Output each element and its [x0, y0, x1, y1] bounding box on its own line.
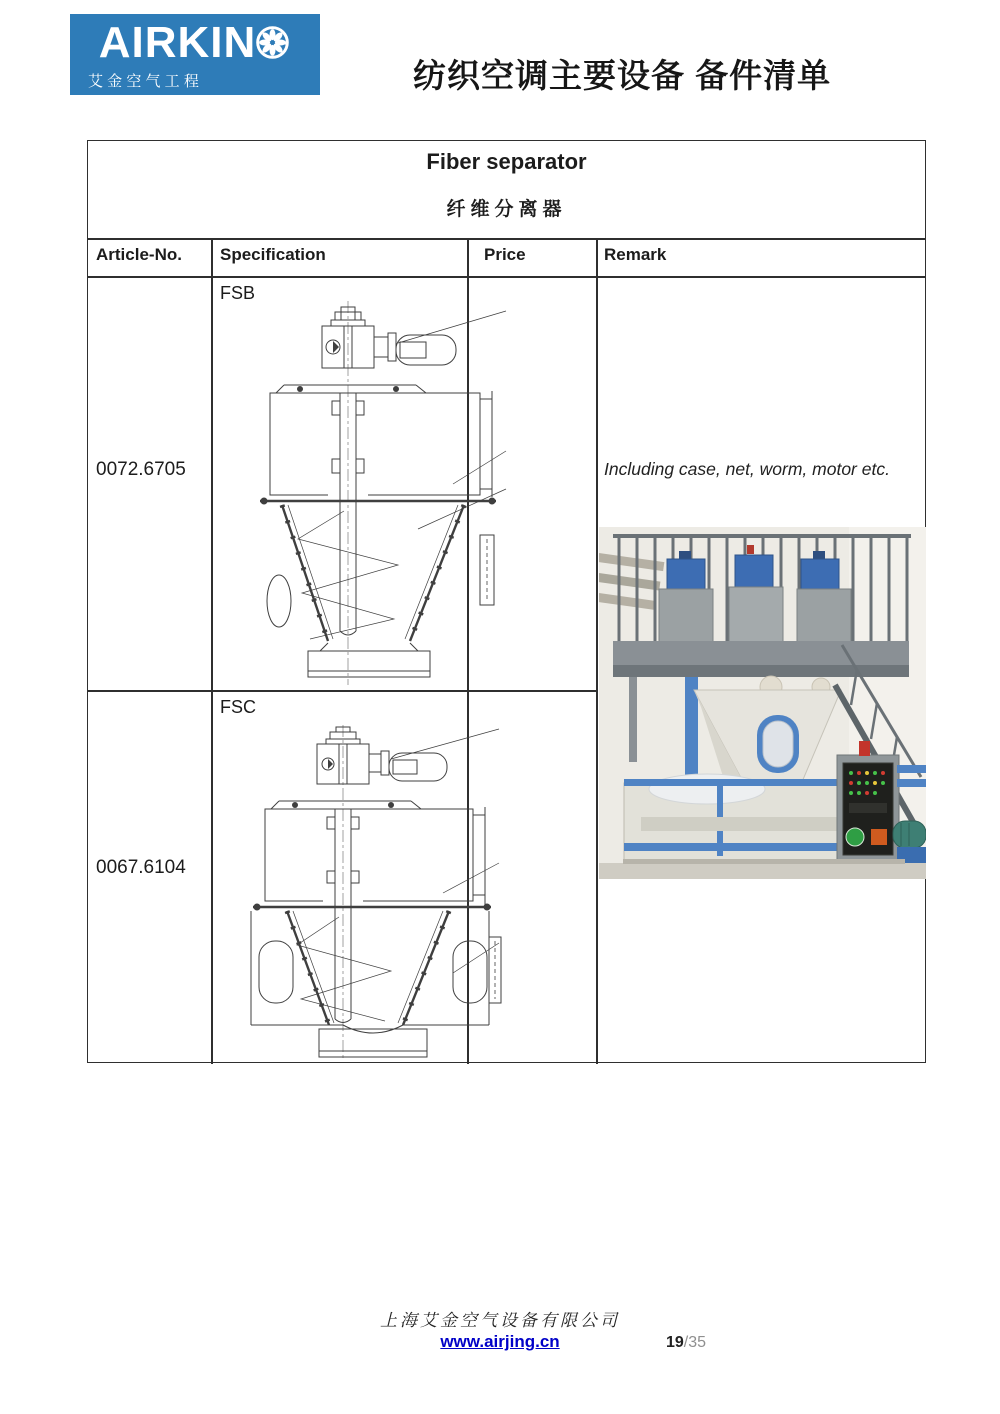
divider: [88, 690, 596, 692]
column-header-price: Price: [484, 245, 526, 264]
spec-label-fsb: FSB: [220, 283, 256, 303]
page-number-current: 19: [666, 1334, 684, 1351]
fsb-technical-drawing: [248, 299, 508, 689]
footer-company-name: 上海艾金空气设备有限公司: [380, 1311, 620, 1331]
logo-subtext: 艾 金 空 气 工 程: [88, 72, 199, 90]
divider: [88, 238, 925, 240]
divider: [211, 238, 213, 1064]
fsc-technical-drawing: [243, 723, 503, 1063]
spec-label-fsc: FSC: [220, 697, 256, 717]
article-no-cell: 0067.6104: [96, 857, 186, 878]
footer-link-row: [0, 1332, 1000, 1352]
table-title-en: Fiber separator: [426, 149, 587, 174]
article-no-cell: 0072.6705: [96, 459, 186, 480]
column-header-remark: Remark: [604, 245, 667, 264]
fan-icon: [254, 24, 291, 61]
website-link[interactable]: www.airjing.cn: [440, 1332, 560, 1351]
parts-table: [87, 140, 926, 1063]
remark-text: Including case, net, worm, motor etc.: [604, 459, 890, 479]
airking-logo: [70, 14, 320, 95]
column-header-article-no: Article-No.: [96, 245, 182, 264]
logo-brand-text: AIRKIN: [98, 17, 257, 67]
page-title: 纺织空调主要设备 备件清单: [413, 57, 832, 94]
logo-brand: [98, 17, 292, 67]
page-number: [666, 1334, 706, 1352]
equipment-photo: [599, 527, 926, 879]
divider: [88, 276, 925, 278]
divider: [596, 238, 598, 1064]
table-title-zh: 纤维分离器: [446, 199, 567, 220]
column-header-specification: Specification: [220, 245, 326, 264]
page-number-total: /35: [683, 1334, 707, 1351]
